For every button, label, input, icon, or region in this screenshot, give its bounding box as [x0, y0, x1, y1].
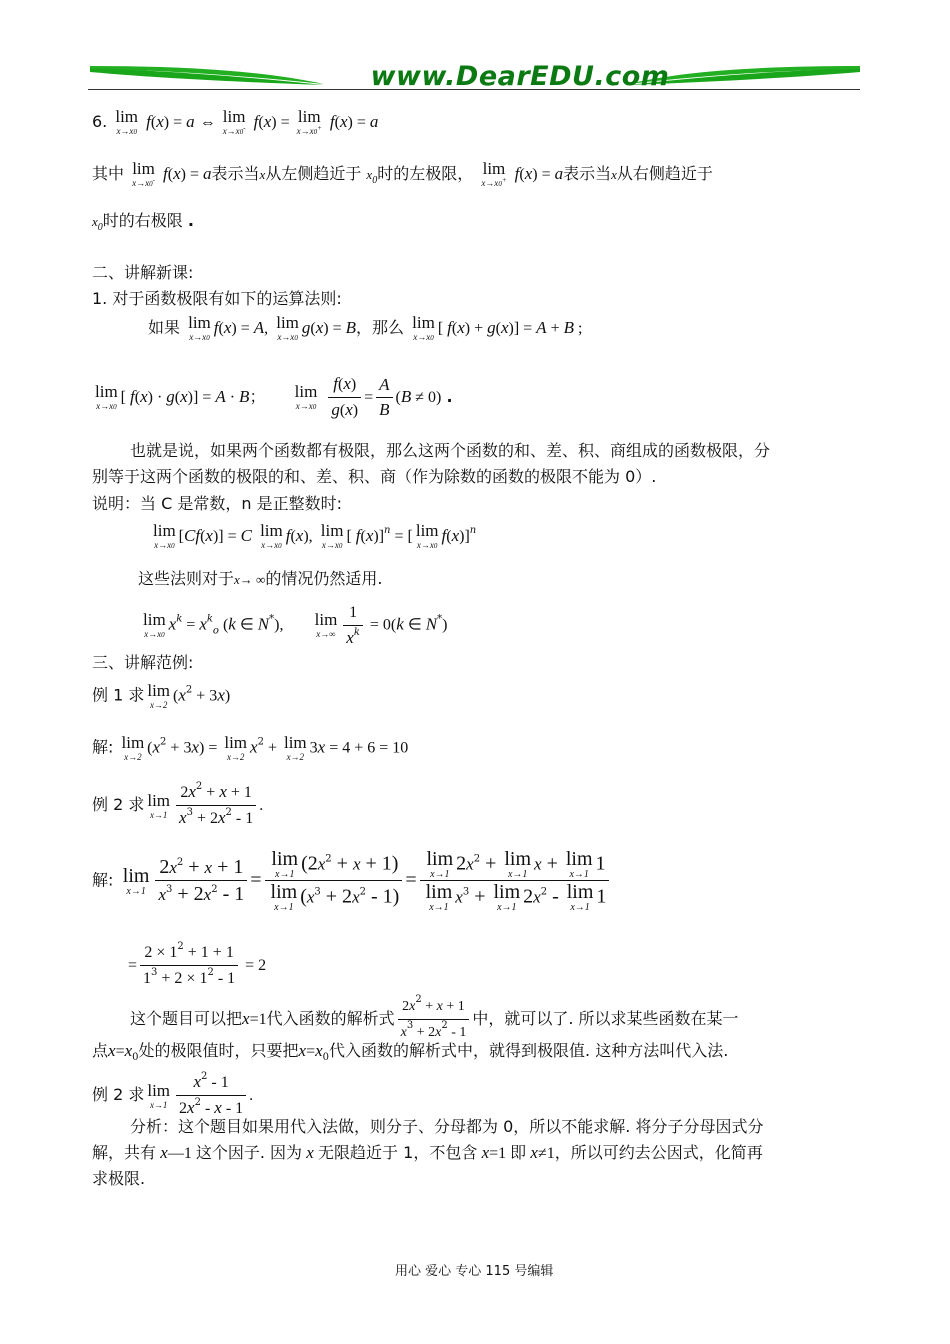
definition-line-2: $x_0$时的右极限 . [92, 211, 194, 233]
example-2-solution: 解: lim x→1 $\frac{2x^2 + x + 1}{x^3 + 2x^2 - 1}$ = lim x→1 $(2x^2 + x + 1)$ lim x→1 $(x^3 + 2x^2 - 1)$ = lim x→1 $2x^2 + \lim$ x→1 x + lim x→1 1 lim x→1 $x^3 + \lim$ x→1 $2x^2$ - lim x→1 1 [92, 848, 612, 913]
site-logo[interactable]: www.DearEDU.com [370, 61, 670, 92]
constant-note: 说明：当 C 是常数，n 是正整数时: [92, 494, 342, 513]
substitution-paragraph-line-2: 点$x=x_0$处的极限值时，只要把$x=x_0$代入函数的解析式中，就得到极限值. 这种方法叫代入法. [92, 1041, 729, 1063]
header-divider [88, 89, 860, 90]
example-2: 例 2 求 lim x→1 $\frac{2x^2 + x + 1}{x^3 + 2x^2 - 1}$ . [92, 781, 264, 827]
substitution-paragraph-line-1: 这个题目可以把x=1代入函数的解析式 $\frac{2x^2 + x + 1}{x^3 + 2x^2 - 1}$ 中，就可以了. 所以求某些函数在某一 [130, 994, 739, 1040]
right-limit-operator: lim x→x0+ [296, 107, 322, 136]
limit-operator: lim x→x0 [115, 107, 139, 136]
explanation-line-2: 别等于这两个函数的极限的和、差、积、商（作为除数的函数的极限不能为 0）. [92, 467, 657, 486]
definition-line-1: 其中 lim x→x0- f(x) = a表示当x从左侧趋近于 $x_0$时的左极限， lim x→x0+ f(x) = a表示当x从右侧趋近于 [92, 159, 713, 188]
example-3: 例 2 求 lim x→1 $\frac{x^2 - 1}{2x^2 - x - 1}$ . [92, 1071, 254, 1117]
sum-rule-formula: 如果 lim x→x0 f(x) = A, lim x→x0 g(x) = B，那么 lim x→x0 [ f(x) + g(x)] = A + B ; [148, 313, 583, 342]
rule-1-heading: 1. 对于函数极限有如下的运算法则: [92, 289, 342, 308]
product-quotient-formula: lim x→x0 [ f(x) · g(x)] = A · B； lim x→x0 $\frac{f(x)}{g(x)}$ = $\frac{A}{B}$ (B ≠ 0) . [95, 374, 453, 419]
example-2-result: = $\frac{2 \times 1^2 + 1 + 1}{1^3 + 2 \times 1^2 - 1}$ = 2 [128, 941, 267, 987]
infinity-note: 这些法则对于x→ ∞的情况仍然适用. [138, 569, 383, 588]
power-limit-formulas: lim x→x0 $x^k = x^k_o$ (k ∈ N*), lim x→∞ $\frac{1}{x^k}$ = 0(k ∈ N*) [140, 600, 447, 650]
left-limit-operator: lim x→x0- [222, 107, 246, 136]
section-3-title: 三、讲解范例: [92, 653, 194, 672]
example-1: 例 1 求 lim x→2 $(x^2 + 3x)$ [92, 681, 231, 710]
item-6-formula: 6. lim x→x0 f(x) = a ⇔ lim x→x0- f(x) = lim x→x0+ f(x) = a [92, 107, 379, 136]
explanation-line-1: 也就是说，如果两个函数都有极限，那么这两个函数的和、差、积、商组成的函数极限，分 [130, 441, 771, 460]
page-footer: 用心 爱心 专心 115 号编辑 [395, 1264, 554, 1279]
analysis-line-2: 解，共有 x—1 这个因子. 因为 x 无限趋近于 1，不包含 x=1 即 x≠1，所以可约去公因式，化简再 [92, 1143, 763, 1162]
page-header [88, 58, 863, 98]
analysis-line-3: 求极限. [92, 1169, 146, 1188]
section-2-title: 二、讲解新课: [92, 263, 194, 282]
analysis-line-1: 分析：这个题目如果用代入法做，则分子、分母都为 0，所以不能求解. 将分子分母因式分 [130, 1117, 764, 1136]
item-number: 6. [92, 112, 108, 131]
example-1-solution: 解: lim x→2 $(x^2 + 3x) = \lim$ x→2 $x^2 + \lim$ x→2 3x = 4 + 6 = 10 [92, 733, 409, 762]
constant-power-rules: lim x→x0 [Cf(x)] = C lim x→x0 f(x), lim x→x0 [ f(x)]$^n$ = [ lim x→x0 f(x)]$^n$ [153, 521, 477, 550]
